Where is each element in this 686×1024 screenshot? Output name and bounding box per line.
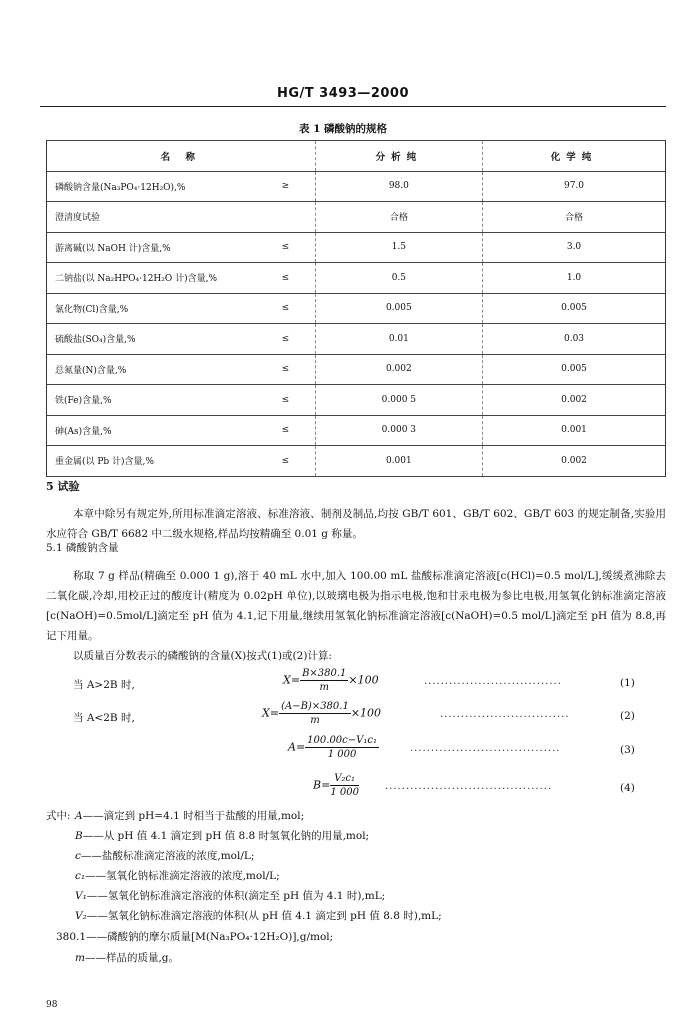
table-row (47, 171, 666, 202)
legend-item (75, 888, 385, 903)
row-name: 重金属(以 Pb 计)含量,% (47, 446, 257, 477)
legend-item (75, 908, 442, 923)
leader-dots: ······························· (440, 712, 570, 723)
fraction (330, 772, 359, 799)
table-row (47, 324, 666, 355)
legend-symbol: m (75, 952, 85, 964)
formula-lhs: B= (313, 778, 331, 792)
row-ar: 合格 (315, 202, 482, 233)
spec-table (46, 140, 666, 477)
legend-symbol: V₂ (75, 910, 87, 922)
numerator: V₂c₁ (330, 772, 359, 786)
leader-dots: ································· (424, 679, 562, 690)
legend-text: ——氢氧化钠标准滴定溶液的体积(滴定至 pH 值为 4.1 时),mL; (86, 890, 386, 902)
row-cp: 0.002 (483, 385, 666, 416)
legend-text: ——盐酸标准滴定溶液的浓度,mol/L; (80, 850, 255, 862)
calc-intro: 以质量百分数表示的磷酸钠的含量(X)按式(1)或(2)计算: (73, 650, 332, 662)
row-sym: ≤ (256, 324, 315, 355)
table-row (47, 385, 666, 416)
equation-number: (4) (620, 782, 635, 794)
denominator: 1 000 (330, 787, 359, 798)
legend-text: ——样品的质量,g。 (84, 952, 180, 964)
row-cp: 合格 (483, 202, 666, 233)
legend-text: ——滴定到 pH=4.1 时相当于盐酸的用量,mol; (82, 810, 305, 822)
formula-lhs: A= (288, 740, 306, 754)
table-row (47, 232, 666, 263)
row-ar: 0.000 3 (315, 415, 482, 446)
formula-4 (313, 772, 359, 799)
row-name: 铁(Fe)含量,% (47, 385, 257, 416)
denominator: m (310, 715, 320, 726)
subsection-title: 5.1 磷酸钠含量 (46, 542, 119, 554)
row-cp: 1.0 (483, 263, 666, 294)
row-sym: ≤ (256, 293, 315, 324)
table-row (47, 354, 666, 385)
row-ar: 0.002 (315, 354, 482, 385)
legend-text: ——氢氧化钠标准滴定溶液的体积(从 pH 值 4.1 滴定到 pH 值 8.8 时),mL; (86, 910, 442, 922)
legend-symbol: c₁ (75, 870, 86, 882)
legend-symbol: B (75, 830, 83, 842)
row-name: 二钠盐(以 Na₂HPO₄·12H₂O 计)含量,% (47, 263, 257, 294)
equation-number: (2) (620, 710, 635, 722)
legend-symbol: c (75, 850, 81, 862)
row-name: 磷酸钠含量(Na₃PO₄·12H₂O),% (47, 171, 257, 202)
row-cp: 0.001 (483, 415, 666, 446)
legend-item (75, 828, 369, 843)
legend-symbol: V₁ (75, 890, 87, 902)
row-sym: ≤ (256, 354, 315, 385)
row-name: 硫酸盐(SO₄)含量,% (47, 324, 257, 355)
table-row (47, 446, 666, 477)
row-cp: 97.0 (483, 171, 666, 202)
numerator: (A−B)×380.1 (281, 701, 349, 712)
table-row (47, 202, 666, 233)
row-name: 氯化物(Cl)含量,% (47, 293, 257, 324)
legend-item (75, 848, 254, 863)
formula-1 (283, 667, 379, 694)
table-header-row (47, 141, 666, 172)
page-number: 98 (46, 1000, 58, 1010)
row-ar: 1.5 (315, 232, 482, 263)
legend-item (75, 808, 304, 823)
fraction (300, 667, 348, 694)
formula-2 (262, 700, 381, 727)
table-row (47, 293, 666, 324)
row-sym (256, 202, 315, 233)
col-header-ar: 分析纯 (315, 141, 482, 172)
row-cp: 0.005 (483, 354, 666, 385)
row-ar: 0.001 (315, 446, 482, 477)
equation-number: (1) (620, 677, 635, 689)
denominator: m (319, 682, 329, 693)
legend-symbol: A (75, 810, 83, 822)
formula-tail: ×100 (350, 706, 382, 720)
row-ar: 0.005 (315, 293, 482, 324)
formula-tail: ×100 (348, 673, 379, 687)
leader-dots: ···································· (410, 746, 561, 757)
row-name: 总氮量(N)含量,% (47, 354, 257, 385)
numerator: 100.00c−V₁c₁ (307, 735, 377, 746)
row-ar: 0.5 (315, 263, 482, 294)
formula-3 (288, 734, 379, 761)
col-header-name: 名 称 (47, 141, 316, 172)
row-ar: 0.000 5 (315, 385, 482, 416)
formula-lhs: X= (283, 673, 301, 687)
table-row (47, 263, 666, 294)
row-sym: ≤ (256, 232, 315, 263)
fraction (305, 734, 379, 761)
legend-item (56, 929, 333, 944)
procedure-paragraph: 称取 7 g 样品(精确至 0.000 1 g),溶于 40 mL 水中,加入 100.00 mL 盐酸标准滴定溶液[c(HCl)=0.5 mol/L],缓缓煮沸除去二氧化碳,冷却,用校正过的酸度计(精度为 0.02pH 单位),以玻璃电极为指示电极,饱和甘汞电极为参比电极,用氢氧化钠标准滴定溶液[c(NaOH)=0.5mol/L]滴定至 pH 值为 4.1,记下用量,继续用氢氧化钠标准滴定溶液[c(NaOH)=0.5 mol/L]滴定至 pH 值为 8.8,再记下用量。 (46, 570, 666, 642)
denominator: 1 000 (327, 749, 357, 760)
standard-code: HG/T 3493—2000 (276, 86, 410, 101)
header-rule (40, 106, 666, 107)
row-sym: ≤ (256, 385, 315, 416)
row-ar: 0.01 (315, 324, 482, 355)
formula-condition: 当 A<2B 时, (73, 712, 135, 724)
formula-condition: 当 A>2B 时, (73, 679, 135, 691)
section-intro: 本章中除另有规定外,所用标准滴定溶液、标准溶液、制剂及制品,均按 GB/T 601、GB/T 602、GB/T 603 的规定制备,实验用水应符合 GB/T 6682 中二级水规格,样品均按精确至 0.01 g 称量。 (46, 508, 666, 540)
table-row (47, 415, 666, 446)
legend-item (75, 950, 179, 965)
section-title: 5 试验 (46, 480, 80, 493)
row-cp: 0.002 (483, 446, 666, 477)
row-cp: 0.005 (483, 293, 666, 324)
numerator: B×380.1 (302, 668, 347, 679)
row-sym: ≤ (256, 415, 315, 446)
row-name: 砷(As)含量,% (47, 415, 257, 446)
row-cp: 3.0 (483, 232, 666, 263)
row-ar: 98.0 (315, 171, 482, 202)
row-cp: 0.03 (483, 324, 666, 355)
row-name: 澄清度试验 (47, 202, 257, 233)
legend-item (75, 868, 280, 883)
row-name: 游离碱(以 NaOH 计)含量,% (47, 232, 257, 263)
equation-number: (3) (620, 744, 635, 756)
table-caption: 表 1 磷酸钠的规格 (298, 123, 388, 135)
legend-symbol: 380.1 (56, 931, 87, 943)
legend-intro: 式中: (46, 810, 71, 822)
col-header-cp: 化学纯 (483, 141, 666, 172)
row-sym: ≤ (256, 263, 315, 294)
legend-text: ——从 pH 值 4.1 滴定到 pH 值 8.8 时氢氧化钠的用量,mol; (82, 830, 370, 842)
row-sym: ≤ (256, 446, 315, 477)
formula-lhs: X= (262, 706, 280, 720)
legend-text: ——氢氧化钠标准滴定溶液的浓度,mol/L; (85, 870, 280, 882)
row-sym: ≥ (256, 171, 315, 202)
leader-dots: ········································ (385, 784, 553, 795)
legend-text: ——磷酸钠的摩尔质量[M(Na₃PO₄·12H₂O)],g/mol; (86, 931, 334, 943)
fraction (279, 700, 351, 727)
